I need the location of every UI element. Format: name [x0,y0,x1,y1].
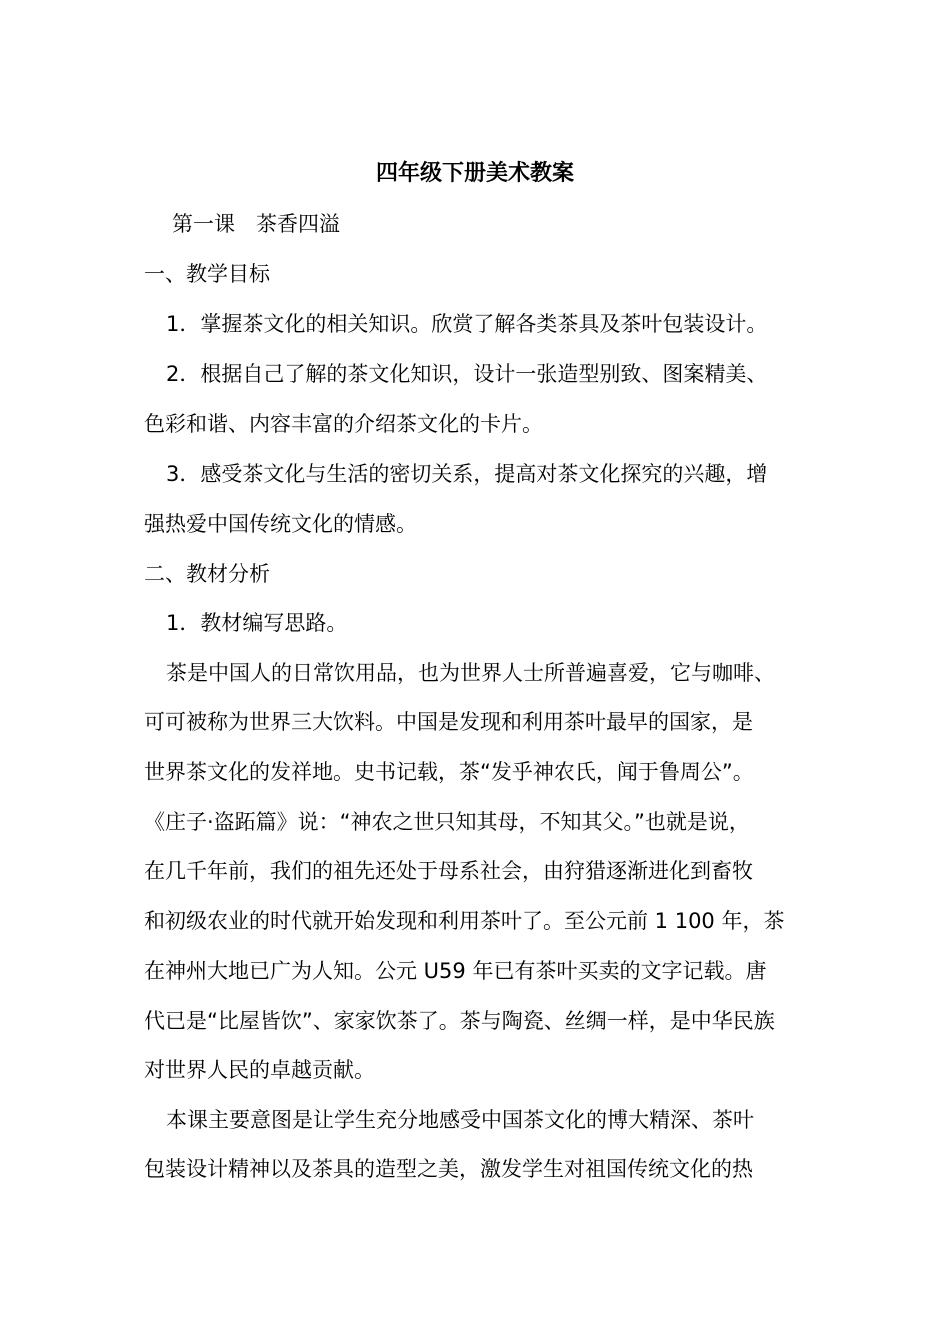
lesson-heading: 第一课 茶香四溢 [172,212,340,236]
paragraph-line: 在神州大地已广为人知。公元 U59 年已有茶叶买卖的文字记载。唐 [144,959,767,983]
paragraph-line: 《庄子·盗跖篇》说：“神农之世只知其母，不知其父。”也就是说， [144,810,750,834]
paragraph-line: 在几千年前，我们的祖先还处于母系社会，由狩猎逐渐进化到畜牧 [144,859,753,883]
objective-item-2-line-2: 色彩和谐、内容丰富的介绍茶文化的卡片。 [144,412,543,436]
objective-item-3-line-2: 强热爱中国传统文化的情感。 [144,512,417,536]
paragraph-line: 可可被称为世界三大饮料。中国是发现和利用茶叶最早的国家，是 [144,710,753,734]
paragraph-line: 包装设计精神以及茶具的造型之美，激发学生对祖国传统文化的热 [144,1157,753,1181]
objective-item-2-line-1: 2．根据自己了解的茶文化知识，设计一张造型别致、图案精美、 [166,362,768,386]
section-heading-analysis: 二、教材分析 [144,562,270,586]
paragraph-line: 对世界人民的卓越贡献。 [144,1058,375,1082]
paragraph-line: 茶是中国人的日常饮用品，也为世界人士所普遍喜爱，它与咖啡、 [166,661,775,685]
paragraph-line: 本课主要意图是让学生充分地感受中国茶文化的博大精深、茶叶 [166,1108,754,1132]
section-heading-objectives: 一、教学目标 [144,262,270,286]
paragraph-line: 代已是“比屋皆饮”、家家饮茶了。茶与陶瓷、丝绸一样，是中华民族 [144,1009,775,1033]
paragraph-line: 和初级农业的时代就开始发现和利用茶叶了。至公元前 1 100 年，茶 [144,909,785,933]
objective-item-3-line-1: 3．感受茶文化与生活的密切关系，提高对茶文化探究的兴趣，增 [166,462,768,486]
analysis-subheading-1: 1．教材编写思路。 [166,611,348,635]
objective-item-1: 1．掌握茶文化的相关知识。欣赏了解各类茶具及茶叶包装设计。 [166,312,768,336]
paragraph-line: 世界茶文化的发祥地。史书记载，茶“发乎神农氏，闻于鲁周公”。 [144,760,754,784]
document-title: 四年级下册美术教案 [375,161,574,186]
